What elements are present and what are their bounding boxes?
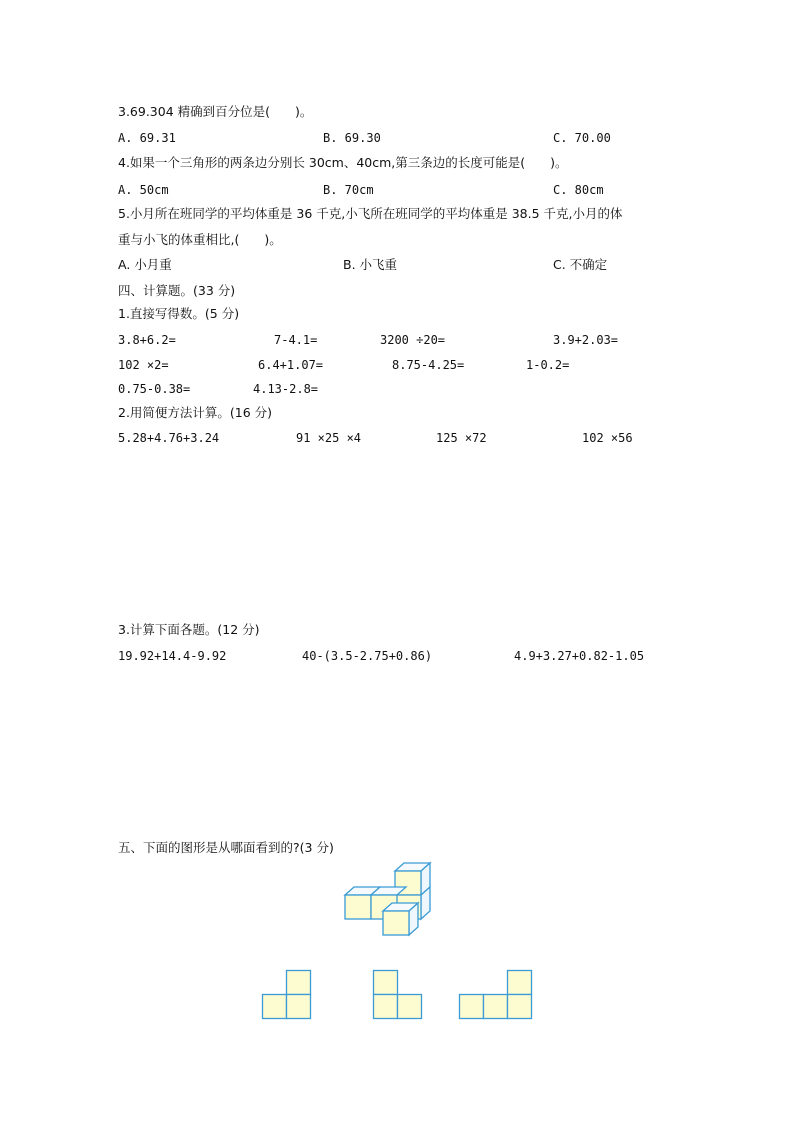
section5-title: 五、下面的图形是从哪面看到的?(3 分) (118, 840, 334, 855)
mental-math-item: 3200 ÷20= (380, 333, 446, 347)
compute-item: 4.9+3.27+0.82-1.05 (514, 649, 645, 663)
mental-math-item: 8.75-4.25= (392, 358, 465, 372)
part2-title: 2.用简便方法计算。(16 分) (118, 405, 273, 420)
q4-stem: 4.如果一个三角形的两条边分别长 30cm、40cm,第三条边的长度可能是( )。 (118, 155, 568, 170)
part1-title: 1.直接写得数。(5 分) (118, 306, 240, 321)
simplify-item: 5.28+4.76+3.24 (118, 431, 220, 445)
mental-math-item: 6.4+1.07= (258, 358, 324, 372)
compute-item: 19.92+14.4-9.92 (118, 649, 227, 663)
mental-math-item: 3.8+6.2= (118, 333, 176, 347)
mental-math-item: 102 ×2= (118, 358, 169, 372)
part3-title: 3.计算下面各题。(12 分) (118, 622, 260, 637)
q3-stem: 3.69.304 精确到百分位是( )。 (118, 104, 313, 119)
simplify-item: 125 ×72 (436, 431, 487, 445)
q4-option-a[interactable]: A. 50cm (118, 183, 169, 197)
view-option-3[interactable] (459, 970, 533, 1021)
q5-stem-line1: 5.小月所在班同学的平均体重是 36 千克,小飞所在班同学的平均体重是 38.5 千克,小月的体 (118, 206, 623, 221)
mental-math-item: 4.13-2.8= (253, 382, 319, 396)
mental-math-item: 3.9+2.03= (553, 333, 619, 347)
mental-math-item: 0.75-0.38= (118, 382, 191, 396)
q3-option-c[interactable]: C. 70.00 (553, 131, 611, 145)
mental-math-item: 1-0.2= (526, 358, 570, 372)
q3-option-a[interactable]: A. 69.31 (118, 131, 176, 145)
simplify-item: 91 ×25 ×4 (296, 431, 362, 445)
cube-stack-figure (340, 858, 440, 938)
view-option-1[interactable] (262, 970, 312, 1021)
view-option-2[interactable] (373, 970, 423, 1021)
q5-option-b[interactable]: B. 小飞重 (343, 257, 398, 272)
compute-item: 40-(3.5-2.75+0.86) (302, 649, 433, 663)
q5-option-a[interactable]: A. 小月重 (118, 257, 172, 272)
q5-stem-line2: 重与小飞的体重相比,( )。 (118, 232, 282, 247)
mental-math-item: 7-4.1= (274, 333, 318, 347)
simplify-item: 102 ×56 (582, 431, 633, 445)
q4-option-b[interactable]: B. 70cm (323, 183, 374, 197)
q3-option-b[interactable]: B. 69.30 (323, 131, 381, 145)
q4-option-c[interactable]: C. 80cm (553, 183, 604, 197)
cube-front (383, 903, 418, 935)
section4-title: 四、计算题。(33 分) (118, 283, 236, 298)
q5-option-c[interactable]: C. 不确定 (553, 257, 608, 272)
